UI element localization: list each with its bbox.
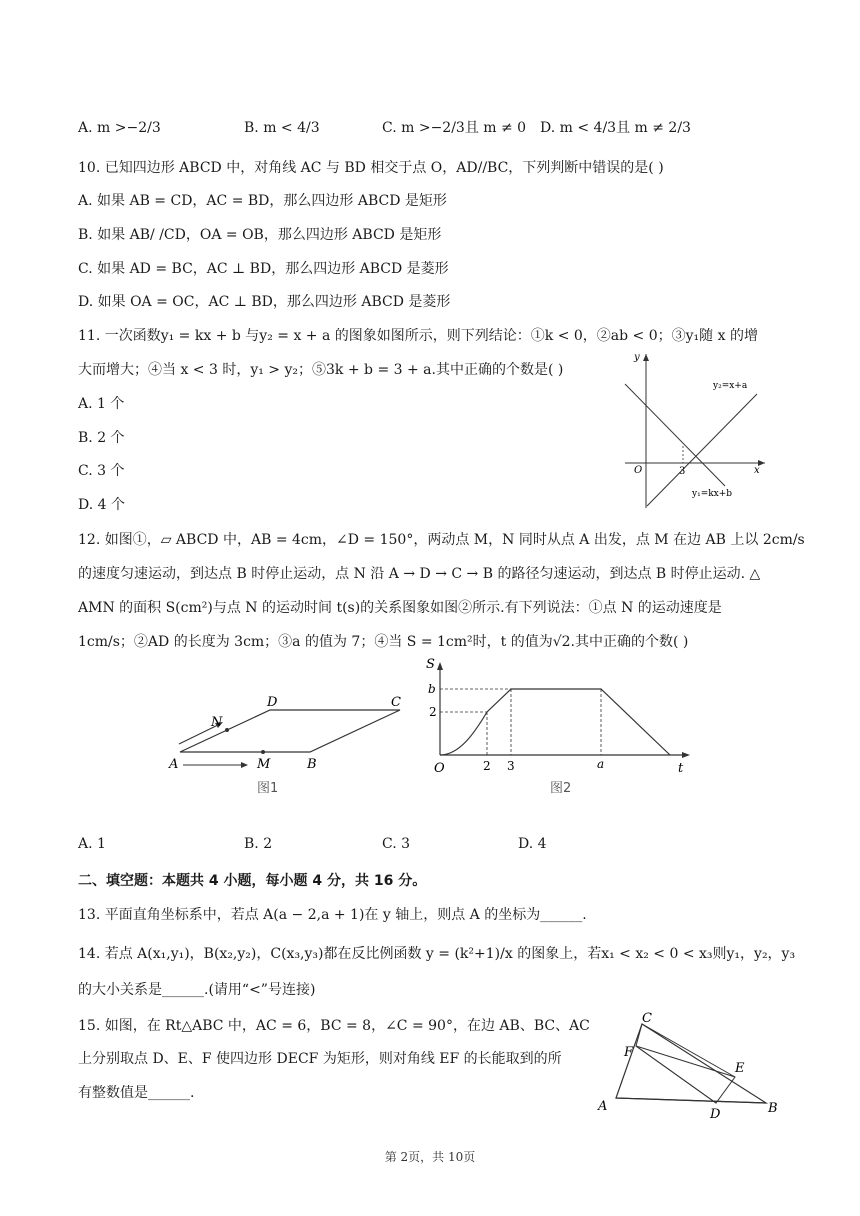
fig2-s-arrow (437, 662, 443, 670)
q10-option-d: D. 如果 OA = OC，AC ⊥ BD，那么四边形 ABCD 是菱形 (78, 294, 451, 310)
q11-y-arrow (643, 354, 649, 361)
q15-stem-line3: 有整数值是______. (78, 1085, 195, 1101)
q11-tick-3: 3 (679, 466, 686, 477)
arrow-m-head (241, 762, 248, 768)
q13-stem: 13. 平面直角坐标系中，若点 A(a − 2,a + 1)在 y 轴上，则点 A 的坐标为______. (78, 907, 587, 923)
fig2-b-label: b (428, 682, 436, 696)
q12-option-c: C. 3 (382, 836, 411, 852)
figure1-caption: 图1 (257, 781, 279, 796)
rect-decf (636, 1024, 735, 1103)
q11-stem-line1: 11. 一次函数y₁ = kx + b 与y₂ = x + a 的图象如图所示，则下列结论：①k < 0，②ab < 0；③y₁随 x 的增 (78, 328, 758, 344)
q11-option-b: B. 2 个 (78, 430, 125, 446)
fig2-2-y-label: 2 (429, 705, 437, 719)
fig2-s-label: S (426, 657, 435, 672)
q10-option-a: A. 如果 AB = CD，AC = BD，那么四边形 ABCD 是矩形 (78, 193, 447, 209)
q9-option-c: C. m >−2/3且 m ≠ 0 (382, 120, 527, 136)
q9-option-d: D. m < 4/3且 m ≠ 2/3 (540, 120, 691, 136)
label-b: B (307, 757, 317, 772)
label-c: C (391, 695, 401, 710)
q15-label-a: A (598, 1099, 608, 1114)
q12-stem-line4: 1cm/s；②AD 的长度为 3cm；③a 的值为 7；④当 S = 1cm²时，t 的值为√2.其中正确的个数( ) (78, 634, 689, 650)
q10-option-c: C. 如果 AD = BC，AC ⊥ BD，那么四边形 ABCD 是菱形 (78, 261, 449, 277)
fig2-curve (440, 689, 670, 755)
fig2-t-label: t (678, 761, 684, 776)
q12-stem-line3: AMN 的面积 S(cm²)与点 N 的运动时间 t(s)的关系图象如图②所示.有下列说法：①点 N 的运动速度是 (78, 600, 722, 616)
q12-option-a: A. 1 (78, 836, 106, 852)
q14-stem-line2: 的大小关系是______.(请用“<”号连接) (78, 982, 316, 998)
fig2-origin: O (434, 761, 445, 776)
q9-option-b: B. m < 4/3 (244, 120, 320, 136)
point-m (261, 750, 265, 754)
q15-stem-line1: 15. 如图，在 Rt△ABC 中，AC = 6，BC = 8，∠C = 90°，在边 AB、BC、AC (78, 1018, 590, 1034)
page-footer: 第 2页，共 10页 (384, 1150, 476, 1164)
q11-y-label: y (634, 352, 640, 363)
fig2-t-arrow (682, 752, 690, 758)
q11-option-d: D. 4 个 (78, 497, 125, 513)
q15-label-c: C (642, 1011, 652, 1026)
q11-option-c: C. 3 个 (78, 463, 125, 479)
section-heading-fill-blank: 二、填空题：本题共 4 小题，每小题 4 分，共 16 分。 (78, 873, 427, 889)
q12-figure1 (165, 688, 420, 808)
q15-label-e: E (735, 1061, 745, 1076)
q12-option-b: B. 2 (244, 836, 273, 852)
segment-df (636, 1046, 716, 1103)
q11-line2-label: y₂=x+a (713, 381, 748, 391)
q14-stem-line1: 14. 若点 A(x₁,y₁)，B(x₂,y₂)，C(x₃,y₃)都在反比例函数 y = (k²+1)/x 的图象上，若x₁ < x₂ < 0 < x₃则y₁，y₂，y₃ (78, 946, 796, 962)
q11-option-a: A. 1 个 (78, 396, 125, 412)
label-d: D (267, 695, 278, 710)
q11-graph (615, 348, 775, 516)
q15-label-d: D (710, 1107, 721, 1120)
q11-x-label: x (754, 465, 760, 476)
label-n: N (211, 715, 223, 730)
q12-option-d: D. 4 (518, 836, 547, 852)
q12-figure2 (420, 652, 700, 802)
q15-label-b: B (768, 1101, 778, 1116)
q15-figure (590, 1008, 785, 1120)
q15-stem-line2: 上分别取点 D、E、F 使四边形 DECF 为矩形，则对角线 EF 的长能取到的所 (78, 1051, 562, 1067)
segment-ab (616, 1098, 766, 1103)
q15-label-f: F (624, 1045, 634, 1060)
segment-ef (636, 1046, 735, 1077)
figure2-caption: 图2 (550, 781, 572, 796)
point-n (225, 728, 229, 732)
q11-origin: O (634, 465, 643, 476)
q10-option-b: B. 如果 AB/ /CD，OA = OB，那么四边形 ABCD 是矩形 (78, 227, 442, 243)
label-a: A (169, 757, 179, 772)
label-m: M (257, 757, 271, 772)
q9-option-a: A. m >−2/3 (78, 120, 161, 136)
fig2-a-label: a (597, 757, 605, 771)
fig2-2-x-label: 2 (483, 759, 491, 773)
q10-stem: 10. 已知四边形 ABCD 中，对角线 AC 与 BD 相交于点 O，AD//BC，下列判断中错误的是( ) (78, 160, 664, 176)
q11-stem-line2: 大而增大；④当 x < 3 时，y₁ > y₂；⑤3k + b = 3 + a.其中正确的个数是( ) (78, 362, 564, 378)
q11-line1-label: y₁=kx+b (692, 489, 733, 499)
q12-stem-line1: 12. 如图①，▱ ABCD 中，AB = 4cm，∠D = 150°，两动点 M，N 同时从点 A 出发，点 M 在边 AB 上以 2cm/s (78, 532, 805, 548)
fig2-3-x-label: 3 (507, 759, 515, 773)
q12-stem-line2: 的速度匀速运动，到达点 B 时停止运动，点 N 沿 A → D → C → B 的路径匀速运动，到达点 B 时停止运动. △ (78, 566, 761, 582)
